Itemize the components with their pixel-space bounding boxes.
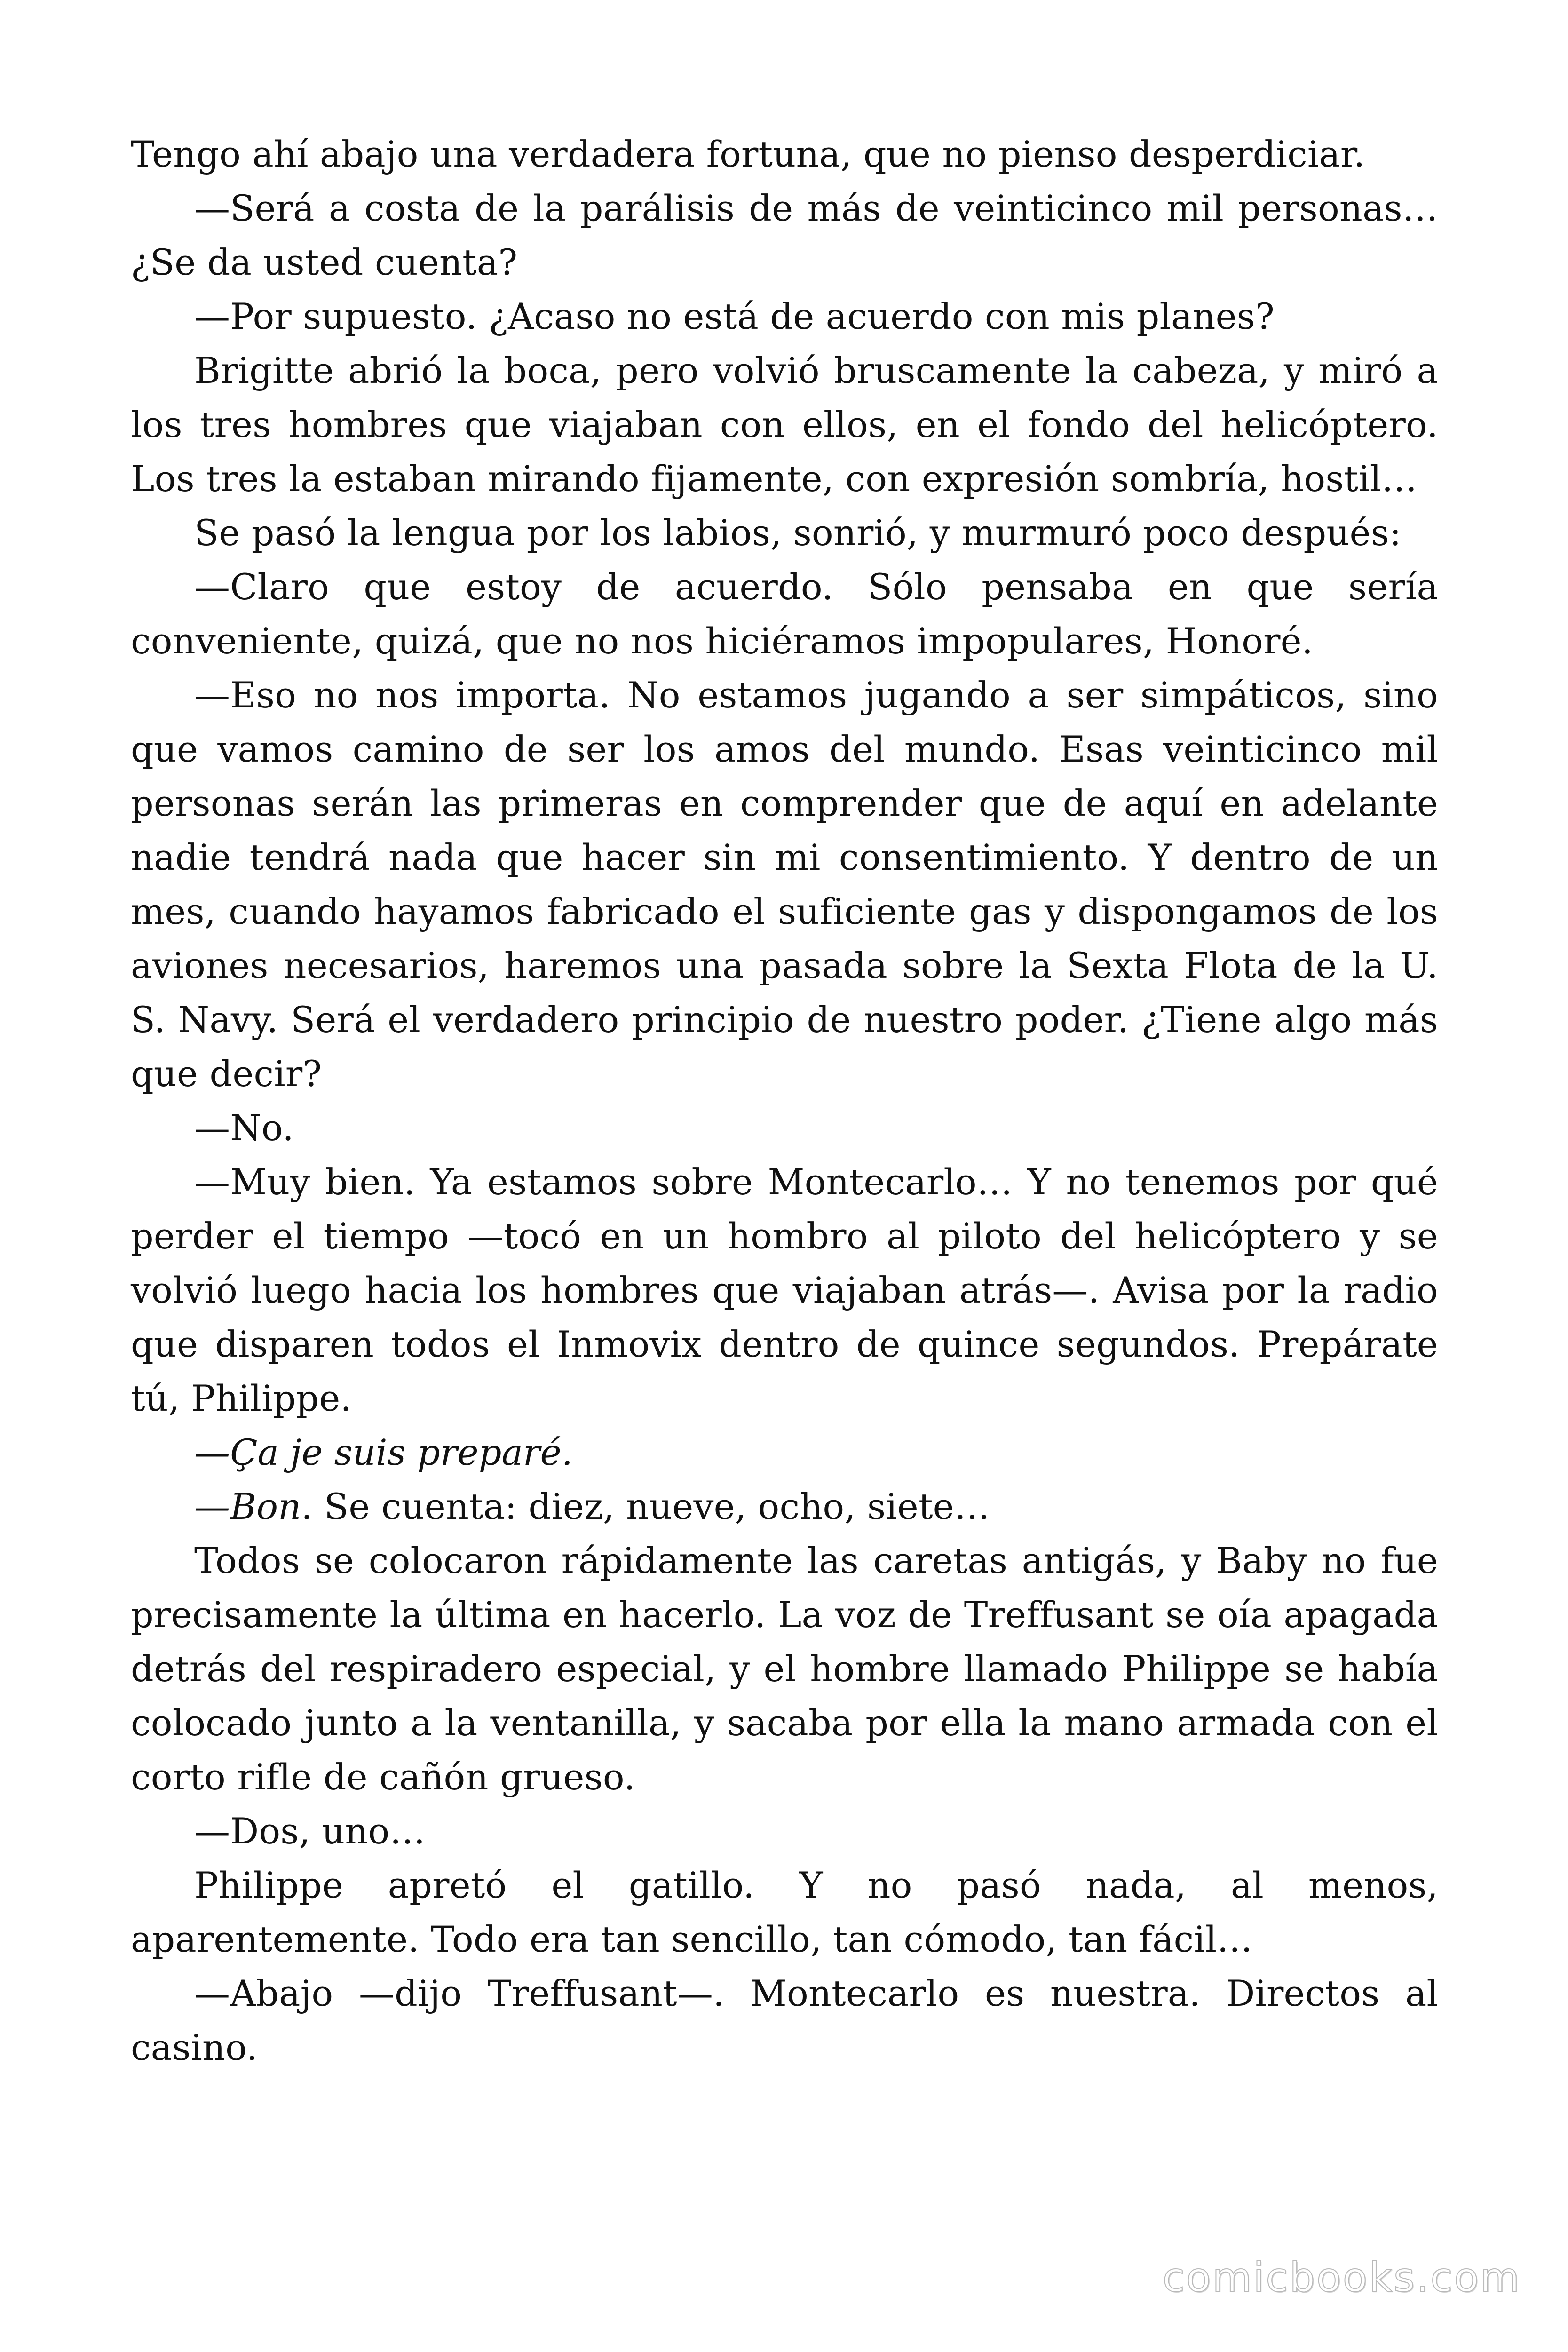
paragraph: —Muy bien. Ya estamos sobre Montecarlo… Y no tenemos por qué perder el tiempo —tocó en un hombro al piloto del helicóptero y se volvió luego hacia los hombres que viajaban atrás—. Avisa por la radio que disparen todos el Inmovix dentro de quince segundos. Prepárate tú, Philippe.: [131, 1161, 1438, 1419]
paragraph: —Por supuesto. ¿Acaso no está de acuerdo con mis planes?: [194, 295, 1275, 337]
paragraph: [131, 1479, 1438, 1534]
paragraph-text: . Se cuenta: diez, nueve, ocho, siete…: [301, 1486, 990, 1527]
paragraph: —Abajo —dijo Treffusant—. Montecarlo es nuestra. Directos al casino.: [131, 1972, 1438, 2068]
italic-word: Bon: [230, 1486, 301, 1527]
italic-text: Ça je suis preparé.: [230, 1431, 573, 1473]
paragraph: Philippe apretó el gatillo. Y no pasó nada, al menos, aparentemente. Todo era tan sencillo, tan cómodo, tan fácil…: [131, 1864, 1438, 1960]
watermark: comicbooks.com: [1162, 2254, 1521, 2301]
paragraph: —Será a costa de la parálisis de más de veinticinco mil personas… ¿Se da usted cuenta?: [131, 187, 1438, 283]
paragraph: —Claro que estoy de acuerdo. Sólo pensaba en que sería conveniente, quizá, que no nos hiciéramos impopulares, Honoré.: [131, 566, 1438, 662]
paragraph: —Dos, uno…: [194, 1810, 426, 1852]
paragraph: Todos se colocaron rápidamente las caretas antigás, y Baby no fue precisamente la última en hacerlo. La voz de Treffusant se oía apagada detrás del respiradero especial, y el hombre llamado Philippe se había colocado junto a la ventanilla, y sacaba por ella la mano armada con el corto rifle de cañón grueso.: [131, 1540, 1438, 1798]
paragraph: —No.: [194, 1107, 294, 1149]
paragraph: Tengo ahí abajo una verdadera fortuna, que no pienso desperdiciar.: [131, 133, 1365, 175]
paragraph: Brigitte abrió la boca, pero volvió bruscamente la cabeza, y miró a los tres hombres que viajaban con ellos, en el fondo del helicóptero. Los tres la estaban mirando fijamente, con expresión sombría, hostil…: [131, 350, 1438, 500]
paragraph: —Eso no nos importa. No estamos jugando a ser simpáticos, sino que vamos camino de ser los amos del mundo. Esas veinticinco mil personas serán las primeras en comprender que de aquí en adelante nadie tendrá nada que hacer sin mi consentimiento. Y dentro de un mes, cuando hayamos fabricado el suficiente gas y dispongamos de los aviones necesarios, haremos una pasada sobre la Sexta Flota de la U. S. Navy. Será el verdadero principio de nuestro poder. ¿Tiene algo más que decir?: [131, 674, 1438, 1095]
dash: —: [194, 1431, 230, 1473]
paragraph: Se pasó la lengua por los labios, sonrió, y murmuró poco después:: [194, 512, 1402, 554]
dash: —: [194, 1486, 230, 1527]
paragraph-italic: [131, 1425, 1438, 1479]
book-page: [131, 127, 1438, 2074]
